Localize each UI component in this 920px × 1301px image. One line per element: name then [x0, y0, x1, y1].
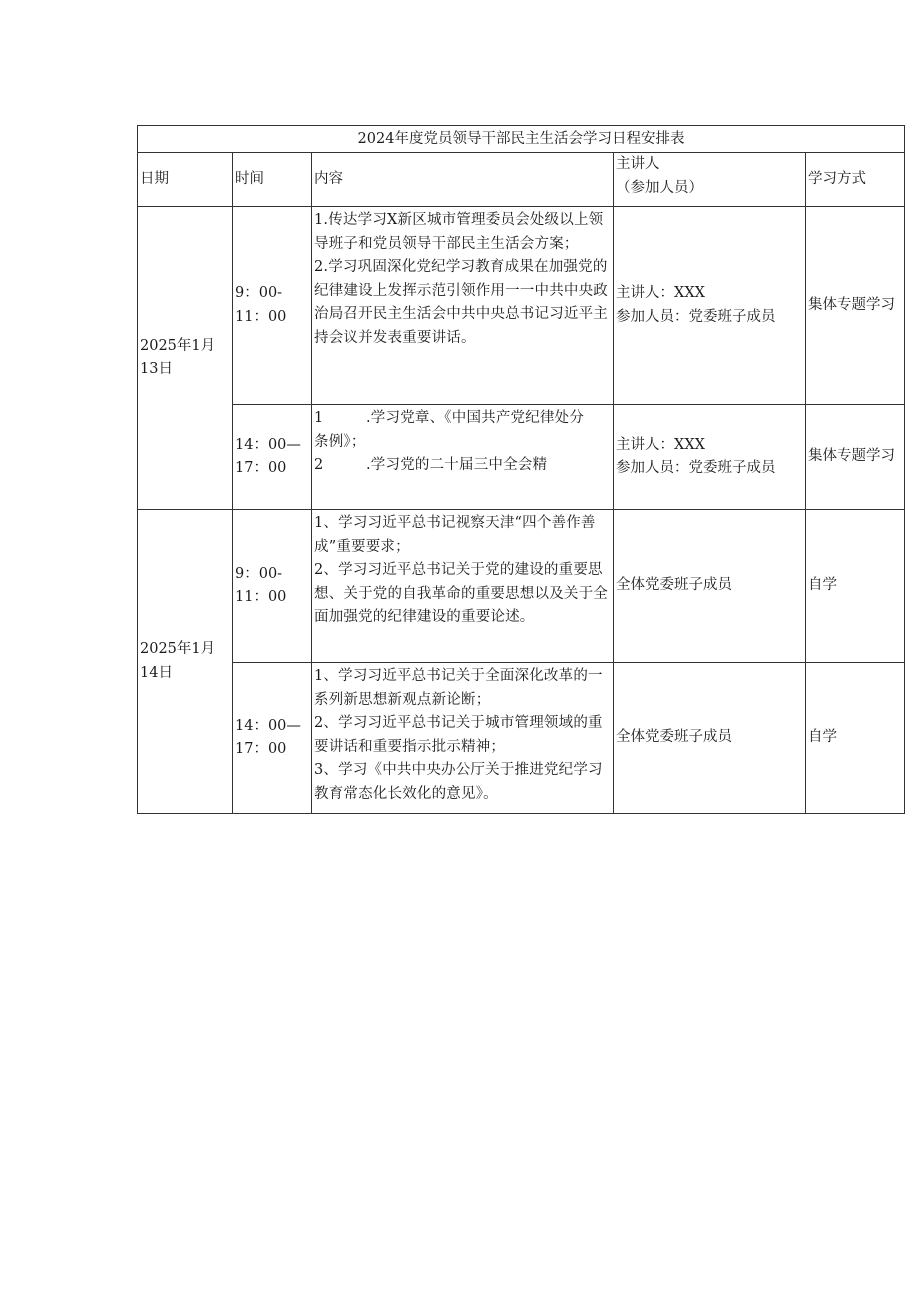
method-cell: 自学: [806, 663, 905, 814]
content-line: 2、学习习近平总书记关于城市管理领域的重要讲话和重要指示批示精神；: [314, 715, 603, 755]
table-title: 2024年度党员领导干部民主生活会学习日程安排表: [138, 126, 905, 153]
header-speaker: [614, 153, 806, 207]
content-line: 2、学习习近平总书记关于党的建设的重要思想、关于党的自我革命的重要思想以及关于全面加强党的纪律建设的重要论述。: [314, 562, 608, 625]
content-line: 1、学习习近平总书记关于全面深化改革的一系列新思想新观点新论断；: [314, 668, 603, 708]
header-content: 内容: [312, 153, 614, 207]
header-speaker-line2: （参加人员）: [616, 179, 703, 196]
time-cell: 9：00-11：00: [233, 207, 312, 405]
participants-line: 参加人员：党委班子成员: [616, 308, 776, 325]
header-method: 学习方式: [806, 153, 905, 207]
method-cell: 自学: [806, 510, 905, 663]
content-line: 条例》；: [314, 433, 366, 450]
speaker-line: 主讲人：XXX: [616, 436, 705, 453]
content-number: 1: [314, 410, 324, 426]
content-line: 3、学习《中共中央办公厅关于推进党纪学习教育常态化长效化的意见》。: [314, 762, 603, 802]
date-cell: 2025年1月14日: [138, 510, 233, 814]
speaker-cell: [614, 207, 806, 405]
content-text: .学习党章、《中国共产党纪律处分: [366, 410, 585, 426]
header-speaker-line1: 主讲人: [616, 156, 660, 172]
content-cell: [312, 663, 614, 814]
header-time: 时间: [233, 153, 312, 207]
method-cell: 集体专题学习: [806, 405, 905, 510]
time-cell: 14：00—17：00: [233, 405, 312, 510]
content-line: 1.传达学习X新区城市管理委员会处级以上领导班子和党员领导干部民主生活会方案；: [314, 212, 604, 252]
speaker-line: 主讲人：XXX: [616, 285, 705, 301]
time-cell: 9：00-11：00: [233, 510, 312, 663]
speaker-cell: [614, 405, 806, 510]
table-row: [138, 207, 905, 405]
time-cell: 14：00—17：00: [233, 663, 312, 814]
date-cell: 2025年1月13日: [138, 207, 233, 510]
table-row: [138, 510, 905, 663]
table-row: [138, 663, 905, 814]
content-line: 2.学习巩固深化党纪学习教育成果在加强党的纪律建设上发挥示范引领作用一一中共中央政治局召开民主生活会中共中央总书记习近平主持会议并发表重要讲话。: [314, 259, 608, 346]
header-date: 日期: [138, 153, 233, 207]
content-text: .学习党的二十届三中全会精: [366, 457, 548, 473]
method-cell: 集体专题学习: [806, 207, 905, 405]
content-number: 2: [314, 457, 324, 473]
speaker-cell: 全体党委班子成员: [614, 510, 806, 663]
content-line: [314, 407, 610, 431]
speaker-cell: 全体党委班子成员: [614, 663, 806, 814]
content-cell: [312, 405, 614, 510]
content-cell: [312, 207, 614, 405]
participants-line: 参加人员：党委班子成员: [616, 460, 776, 476]
content-line: 1、学习习近平总书记视察天津“四个善作善成”重要要求；: [314, 515, 596, 555]
table-row: [138, 405, 905, 510]
content-line: [314, 454, 610, 478]
schedule-table: [137, 125, 905, 814]
content-cell: [312, 510, 614, 663]
